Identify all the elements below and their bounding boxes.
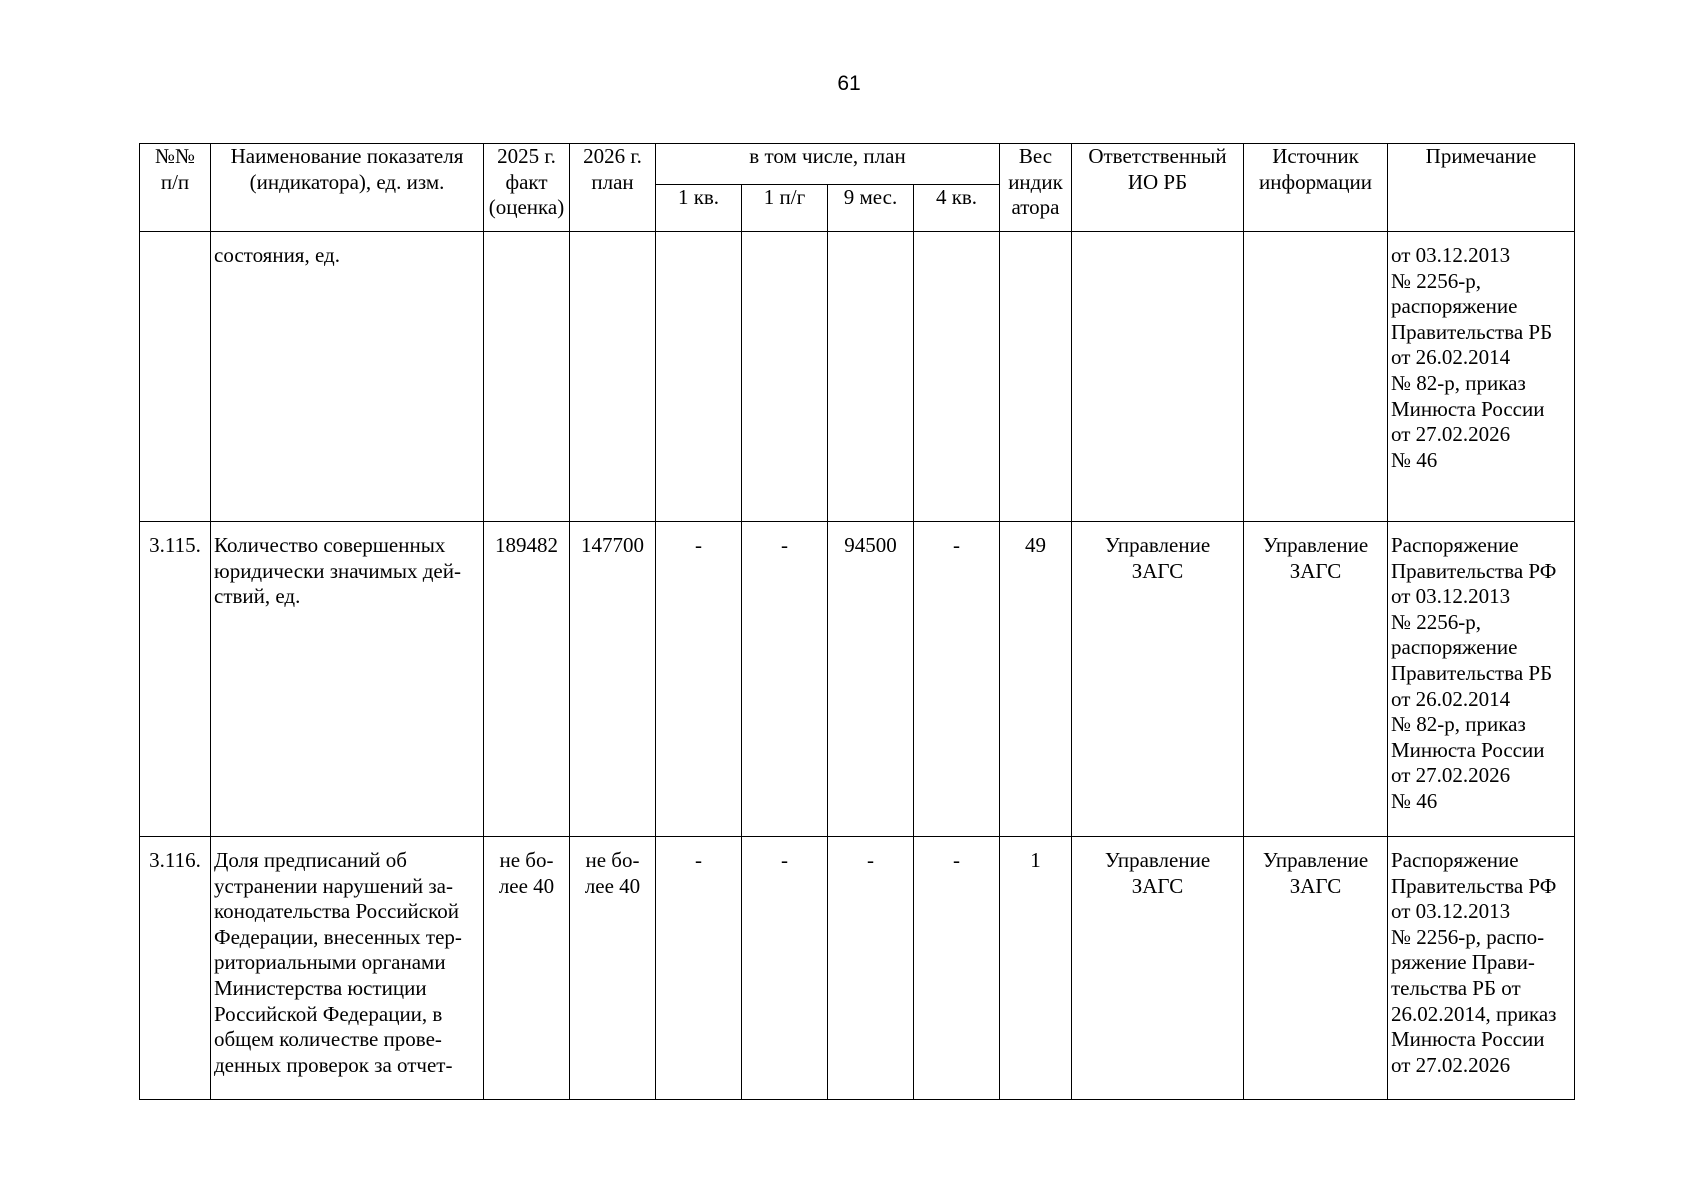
header-plan-2026: 2026 г. план bbox=[570, 144, 656, 232]
cell-plan-2026: не бо- лее 40 bbox=[570, 837, 656, 1100]
header-name: Наименование показателя (индикатора), ед. изм. bbox=[211, 144, 484, 232]
cell-weight bbox=[1000, 232, 1072, 522]
header-source: Источник информации bbox=[1244, 144, 1388, 232]
cell-note: от 03.12.2013 № 2256-р, распоряжение Правительства РБ от 26.02.2014 № 82-р, приказ Минюста России от 27.02.2026 № 46 bbox=[1388, 232, 1575, 522]
cell-h1: - bbox=[742, 522, 828, 837]
header-9m: 9 мес. bbox=[828, 185, 914, 232]
cell-9m bbox=[828, 232, 914, 522]
header-weight: Вес индик атора bbox=[1000, 144, 1072, 232]
header-note: Примечание bbox=[1388, 144, 1575, 232]
cell-q4: - bbox=[914, 837, 1000, 1100]
cell-fact-2025: 189482 bbox=[484, 522, 570, 837]
header-h1: 1 п/г bbox=[742, 185, 828, 232]
cell-q1: - bbox=[656, 837, 742, 1100]
cell-name: состояния, ед. bbox=[211, 232, 484, 522]
cell-num: 3.115. bbox=[140, 522, 211, 837]
header-q1: 1 кв. bbox=[656, 185, 742, 232]
table-row bbox=[140, 837, 1575, 1100]
cell-weight: 49 bbox=[1000, 522, 1072, 837]
cell-responsible: Управление ЗАГС bbox=[1072, 522, 1244, 837]
cell-q4 bbox=[914, 232, 1000, 522]
cell-h1 bbox=[742, 232, 828, 522]
cell-9m: - bbox=[828, 837, 914, 1100]
table-row bbox=[140, 522, 1575, 837]
cell-fact-2025 bbox=[484, 232, 570, 522]
cell-note: Распоряжение Правительства РФ от 03.12.2013 № 2256-р, распо- ряжение Прави- тельства РБ от 26.02.2014, приказ Минюста России от 27.02.2026 bbox=[1388, 837, 1575, 1100]
cell-plan-2026: 147700 bbox=[570, 522, 656, 837]
cell-fact-2025: не бо- лее 40 bbox=[484, 837, 570, 1100]
cell-h1: - bbox=[742, 837, 828, 1100]
cell-note: Распоряжение Правительства РФ от 03.12.2013 № 2256-р, распоряжение Правительства РБ от 26.02.2014 № 82-р, приказ Минюста России от 27.02.2026 № 46 bbox=[1388, 522, 1575, 837]
cell-plan-2026 bbox=[570, 232, 656, 522]
header-fact-2025: 2025 г. факт (оценка) bbox=[484, 144, 570, 232]
header-num: №№ п/п bbox=[140, 144, 211, 232]
cell-num: 3.116. bbox=[140, 837, 211, 1100]
header-responsible: Ответственный ИО РБ bbox=[1072, 144, 1244, 232]
page-number: 61 bbox=[837, 72, 861, 95]
header-row bbox=[140, 144, 1575, 185]
cell-name: Доля предписаний об устранении нарушений за- конодательства Российской Федерации, внесенных тер- риториальными органами Министерства юстиции Российской Федерации, в общем количестве прове- денных проверок за отчет- bbox=[211, 837, 484, 1100]
cell-9m: 94500 bbox=[828, 522, 914, 837]
cell-source bbox=[1244, 232, 1388, 522]
indicators-table bbox=[139, 143, 1575, 1100]
cell-q1: - bbox=[656, 522, 742, 837]
table-row bbox=[140, 232, 1575, 522]
cell-weight: 1 bbox=[1000, 837, 1072, 1100]
cell-q1 bbox=[656, 232, 742, 522]
header-including-plan: в том числе, план bbox=[656, 144, 1000, 185]
cell-num bbox=[140, 232, 211, 522]
cell-q4: - bbox=[914, 522, 1000, 837]
cell-responsible bbox=[1072, 232, 1244, 522]
cell-name: Количество совершенных юридически значимых дей- ствий, ед. bbox=[211, 522, 484, 837]
cell-source: Управление ЗАГС bbox=[1244, 522, 1388, 837]
cell-source: Управление ЗАГС bbox=[1244, 837, 1388, 1100]
header-q4: 4 кв. bbox=[914, 185, 1000, 232]
cell-responsible: Управление ЗАГС bbox=[1072, 837, 1244, 1100]
